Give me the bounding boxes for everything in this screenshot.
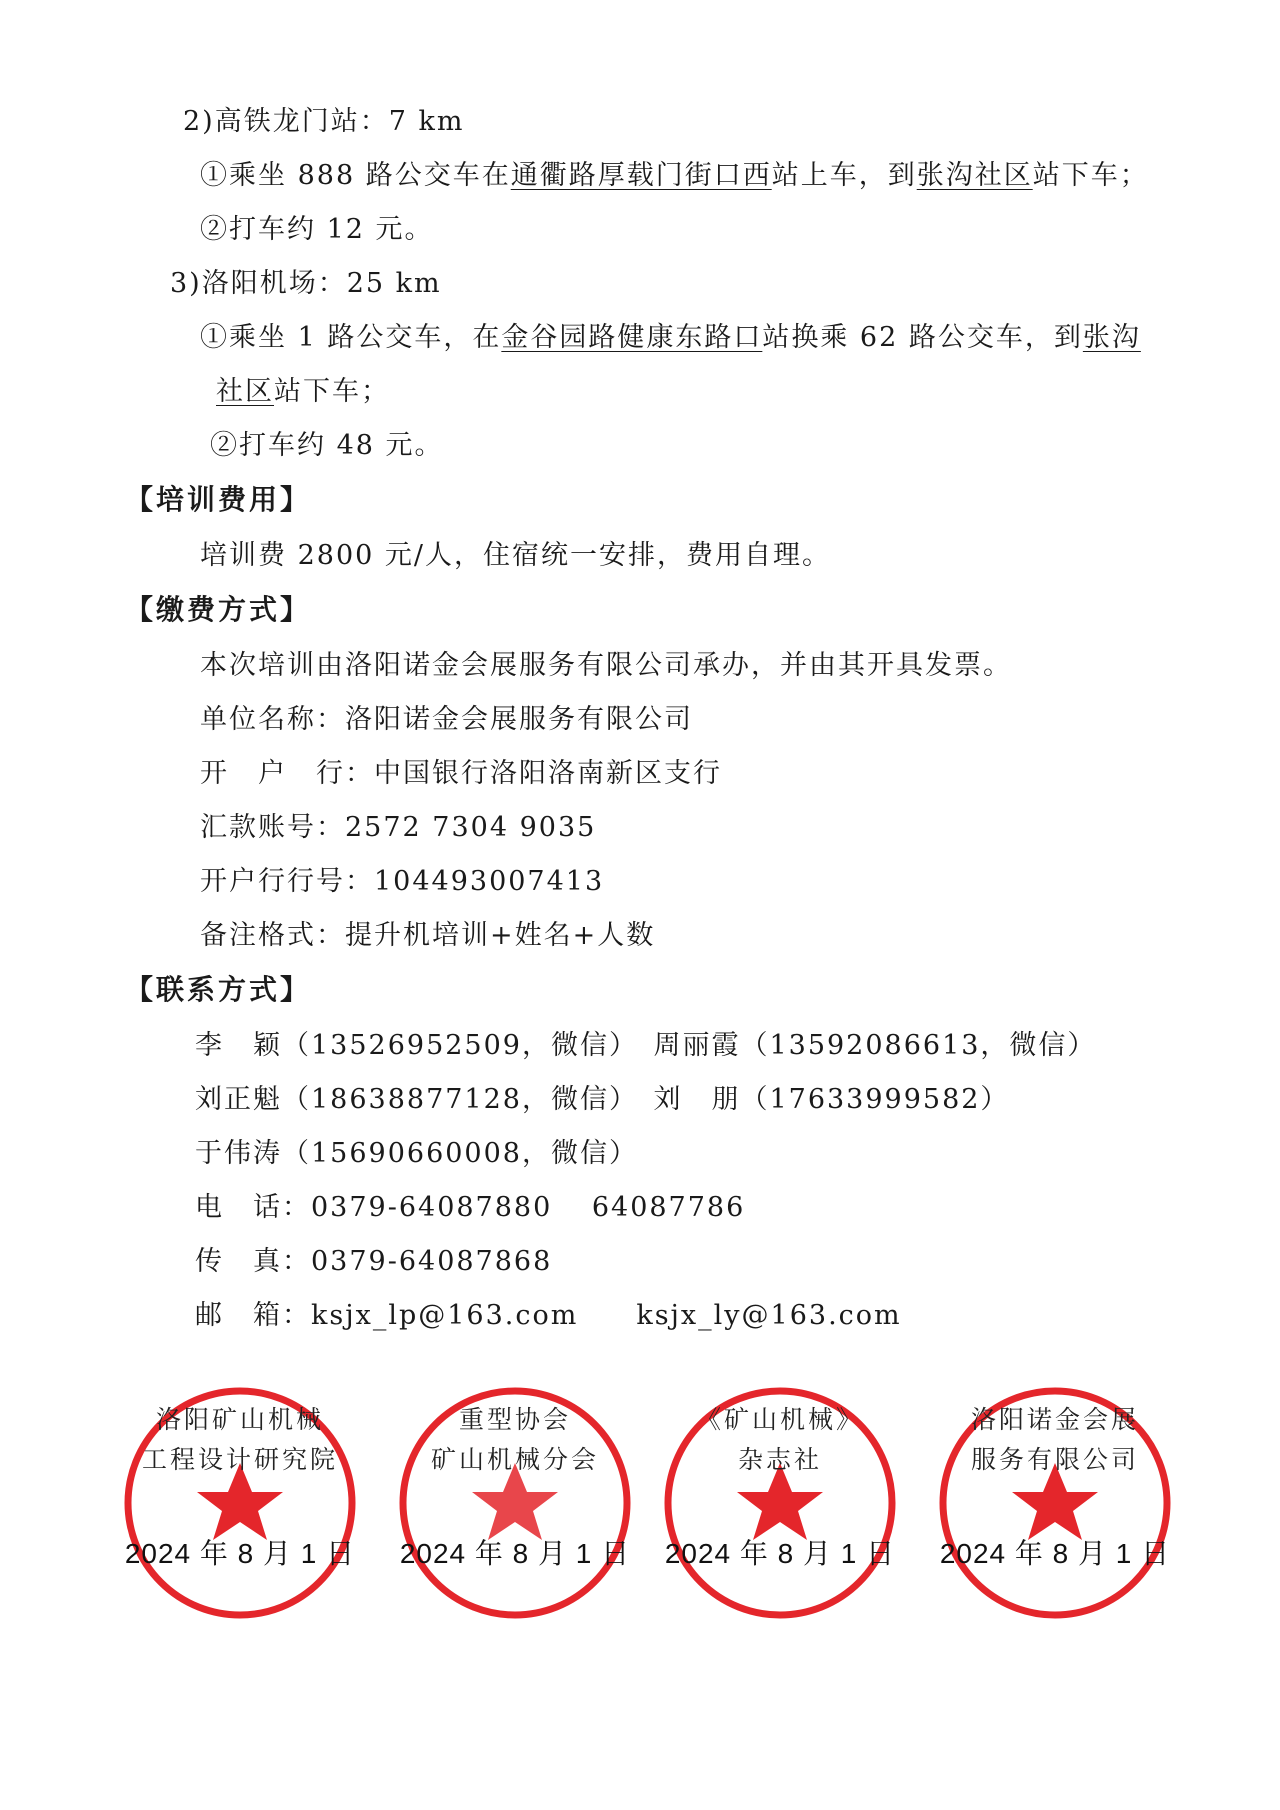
fee-text: 培训费 2800 元/人，住宿统一安排，费用自理。 (200, 540, 831, 571)
signature-date: 2024 年 8 月 1 日 (399, 1538, 631, 1569)
signature-date: 2024 年 8 月 1 日 (664, 1538, 896, 1569)
contact-row-2: 刘正魁（18638877128，微信） 刘 朋（17633999582） (195, 1084, 1010, 1115)
item3-option1: ①乘坐 1 路公交车，在金谷园路健康东路口站换乘 62 路公交车，到张沟 (200, 322, 1141, 353)
signature-org: 洛阳诺金会展 服务有限公司 (970, 1405, 1139, 1474)
item3-option2: ②打车约 48 元。 (210, 430, 444, 461)
fee-title: 【培训费用】 (125, 483, 312, 516)
stop-name: 金谷园路健康东路口 (501, 322, 763, 353)
stop-name: 张沟 (1082, 322, 1141, 353)
contact-row-3: 于伟涛（15690660008，微信） (195, 1138, 638, 1169)
signature-org: 洛阳矿山机械 工程设计研究院 (141, 1405, 338, 1474)
item2-heading: 2)高铁龙门站：7 km (183, 106, 465, 137)
contact-title: 【联系方式】 (125, 973, 312, 1006)
payment-intro: 本次培训由洛阳诺金会展服务有限公司承办，并由其开具发票。 (200, 650, 1012, 681)
stop-name: 通衢路厚载门街口西 (510, 160, 772, 191)
contact-email: 邮 箱：ksjx_lp@163.com ksjx_ly@163.com (195, 1300, 902, 1331)
signature-org: 重型协会 矿山机械分会 (430, 1405, 599, 1474)
signature-date: 2024 年 8 月 1 日 (124, 1538, 356, 1569)
item3-option1-cont: 社区站下车； (216, 376, 390, 407)
payment-account: 汇款账号：2572 7304 9035 (200, 812, 597, 843)
payment-title: 【缴费方式】 (125, 593, 312, 626)
payment-bank: 开 户 行：中国银行洛阳洛南新区支行 (200, 758, 722, 789)
signature-org: 《矿山机械》 杂志社 (695, 1405, 864, 1474)
stop-name: 社区 (216, 376, 274, 407)
contact-fax: 传 真：0379-64087868 (195, 1246, 553, 1277)
item3-heading: 3)洛阳机场：25 km (170, 268, 442, 299)
item2-option1: ①乘坐 888 路公交车在通衢路厚载门街口西站上车，到张沟社区站下车； (200, 160, 1149, 191)
payment-remark: 备注格式：提升机培训+姓名+人数 (200, 920, 656, 951)
contact-phone: 电 话：0379-64087880 64087786 (195, 1192, 746, 1223)
contact-row-1: 李 颖（13526952509，微信） 周丽霞（13592086613，微信） (195, 1030, 1097, 1061)
item2-option2: ②打车约 12 元。 (200, 214, 434, 245)
payment-bank-no: 开户行行号：104493007413 (200, 866, 605, 897)
signature-date: 2024 年 8 月 1 日 (939, 1538, 1171, 1569)
payment-company: 单位名称：洛阳诺金会展服务有限公司 (200, 704, 693, 735)
stop-name: 张沟社区 (916, 160, 1033, 191)
